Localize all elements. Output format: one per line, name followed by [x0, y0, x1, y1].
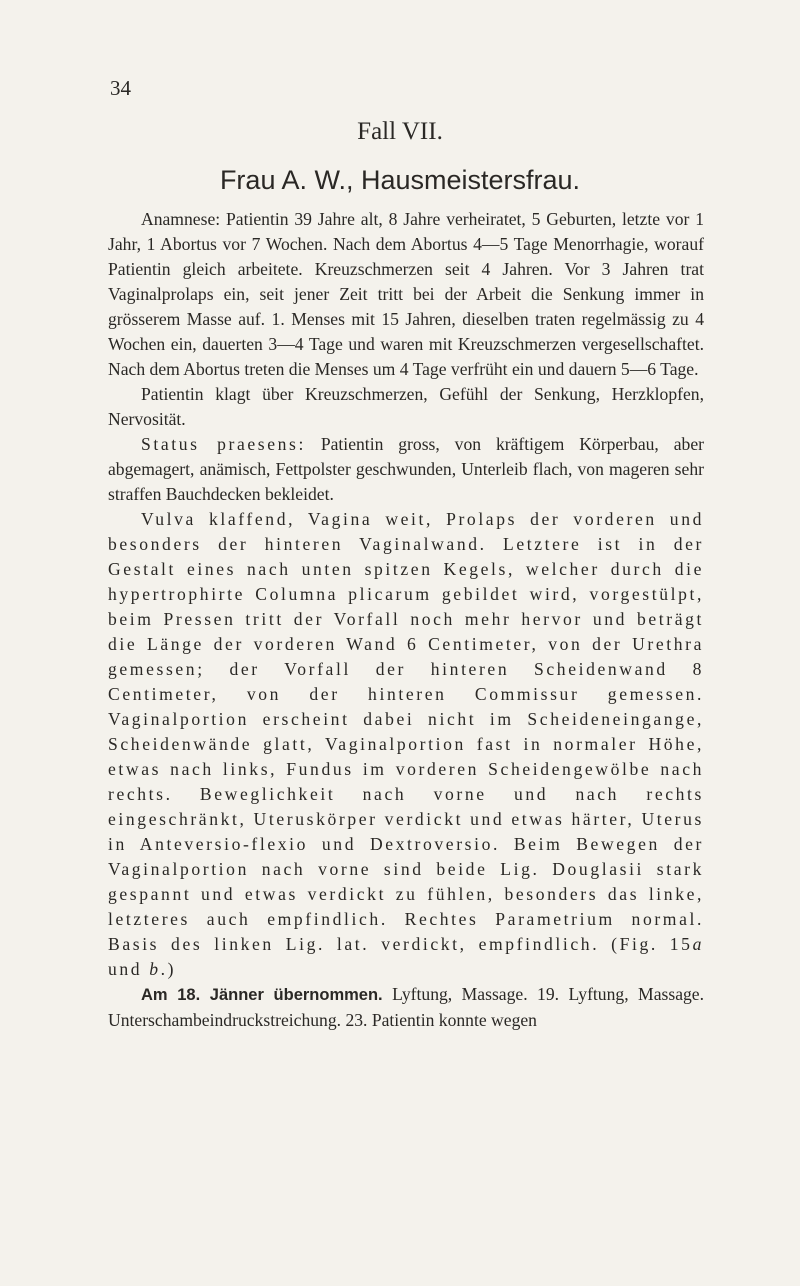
figure-ref-and: und: [108, 959, 150, 979]
treatment-date-heading: Am 18. Jänner übernommen.: [141, 986, 383, 1004]
status-text: Patientin gross, von kräftigem Körperbau, aber abgemagert, anämisch, Fettpolster geschwunden, Unterleib flach, von mageren sehr straffen Bauchdecken bekleidet.: [108, 434, 704, 504]
complaint-paragraph: Patientin klagt über Kreuzschmerzen, Gefühl der Senkung, Herzklopfen, Nervosität.: [108, 384, 704, 429]
figure-ref-open: (Fig. 15: [599, 934, 693, 954]
treatment-paragraph: [108, 982, 704, 1033]
status-paragraph: [108, 432, 704, 507]
findings-paragraph: [108, 507, 704, 982]
figure-ref-close: .): [160, 959, 177, 979]
case-title: Fall VII.: [357, 118, 443, 145]
figure-ref-b: b: [149, 959, 161, 979]
figure-ref-a: a: [692, 934, 704, 954]
treatment-text: Lyftung, Massage. 19. Lyftung, Massage. Unterschambeindruckstreichung. 23. Patientin konnte wegen: [108, 984, 705, 1030]
status-praesens-label: Status praesens:: [141, 434, 306, 454]
patient-subject-heading: Frau A. W., Hausmeistersfrau.: [219, 165, 581, 195]
case-report-body: [108, 207, 704, 1033]
findings-text: Vulva klaffend, Vagina weit, Prolaps der vorderen und besonders der hinteren Vaginalwand. Letztere ist in der Gestalt eines nach unten spitzen Kegels, welcher durch die hypertrophirte Columna plicarum gebildet wird, vorgestülpt, beim Pressen tritt der Vorfall noch mehr hervor und beträgt die Länge der vorderen Wand 6 Centimeter, von der Urethra gemessen; der Vorfall der hinteren Scheidenwand 8 Centimeter, von der hinteren Commissur gemessen. Vaginalportion erscheint dabei nicht im Scheideneingange, Scheidenwände glatt, Vaginalportion fast in normaler Höhe, etwas nach links, Fundus im vorderen Scheidengewölbe nach rechts. Beweglichkeit nach vorne und nach rechts eingeschränkt, Uteruskörper verdickt und etwas härter, Uterus in Anteversio-flexio und Dextroversio. Beim Bewegen der Vaginalportion nach vorne sind beide Lig. Douglasii stark gespannt und etwas verdickt zu fühlen, besonders das linke, letzteres auch empfindlich. Rechtes Parametrium normal. Basis des linken Lig. lat. verdickt, empfindlich.: [108, 509, 704, 954]
anamnese-paragraph: Anamnese: Patientin 39 Jahre alt, 8 Jahre verheiratet, 5 Geburten, letzte vor 1 Jahr, 1 Abortus vor 7 Wochen. Nach dem Abortus 4—5 Tage Menorrhagie, worauf Patientin gleich arbeitete. Kreuzschmerzen seit 4 Jahren. Vor 3 Jahren trat Vaginalprolaps ein, seit jener Zeit tritt bei der Arbeit die Senkung immer in grösserem Masse auf. 1. Menses mit 15 Jahren, dieselben traten regelmässig zu 4 Wochen ein, dauerten 3—4 Tage und waren mit Kreuzschmerzen vergesellschaftet. Nach dem Abortus treten die Menses um 4 Tage verfrüht ein und dauern 5—6 Tage.: [108, 209, 704, 379]
page-number: 34: [110, 76, 131, 100]
